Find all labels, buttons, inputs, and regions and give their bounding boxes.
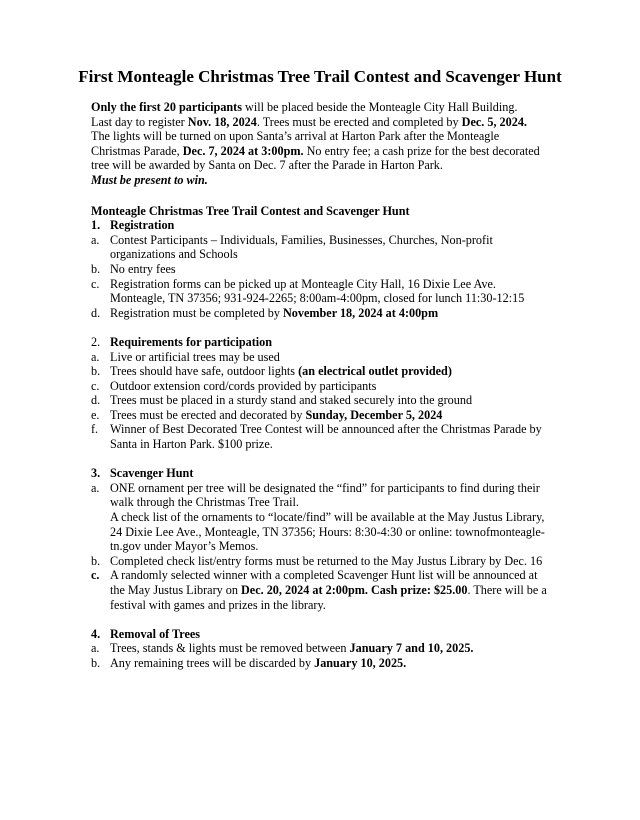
section-title-registration: 1. Registration — [91, 218, 175, 233]
list-item: c. A randomly selected winner with a completed Scavenger Hunt list will be announced at the May Justus Library on Dec. 20, 2024 at 2:00pm. Cash prize: $25.00. There will be a festival with games and prizes in the library. — [91, 568, 547, 612]
intro-line: Only the first 20 participants will be placed beside the Monteagle City Hall Building. — [91, 100, 518, 114]
register-deadline: Nov. 18, 2024 — [187, 114, 257, 129]
section-title-removal: 4. Removal of Trees — [91, 626, 201, 641]
section-number: 2. — [91, 334, 101, 349]
intro-highlight: Only the first 20 participants — [91, 100, 242, 114]
list-item: c. Outdoor extension cord/cords provided by participants — [91, 378, 377, 393]
list-item: a. Live or artificial trees may be used — [91, 349, 280, 364]
registration-deadline: November 18, 2024 at 4:00pm — [282, 305, 439, 320]
list-item: d. Trees must be placed in a sturdy stand and staked securely into the ground — [91, 393, 473, 408]
section-title-requirements: 2. Requirements for participation — [91, 334, 273, 349]
section-number: 4. — [91, 626, 101, 641]
discard-date: January 10, 2025. — [314, 655, 407, 670]
list-item: d. Registration must be completed by November 18, 2024 at 4:00pm — [91, 305, 439, 320]
requirements-list — [91, 350, 581, 452]
section-number: 3. — [91, 466, 101, 481]
list-item: b. Any remaining trees will be discarded by January 10, 2025. — [91, 655, 407, 670]
parade-date: Dec. 7, 2024 at 3:00pm. — [182, 143, 304, 158]
list-item: a. Contest Participants – Individuals, Families, Businesses, Churches, Non-profit organizations and Schools — [91, 232, 493, 262]
list-item: b. Completed check list/entry forms must be returned to the May Justus Library by Dec. 16 — [91, 553, 543, 568]
completion-deadline: Dec. 5, 2024. — [461, 114, 527, 129]
decoration-deadline: Sunday, December 5, 2024 — [305, 407, 443, 422]
scavenger-prize-date: Dec. 20, 2024 at 2:00pm. Cash prize: $25.00 — [241, 583, 468, 597]
removal-list — [91, 641, 581, 670]
document-body — [91, 100, 581, 671]
removal-window: January 7 and 10, 2025. — [349, 641, 474, 656]
list-item: a. Trees, stands & lights must be removed between January 7 and 10, 2025. — [91, 641, 474, 656]
intro-line: Last day to register Nov. 18, 2024. Trees must be erected and completed by Dec. 5, 2024. — [91, 114, 527, 129]
list-item: a. ONE ornament per tree will be designated the “find” for participants to find during their walk through the Christmas Tree Trail. A check list of the ornaments to “locate/find” will be available at the May Justus Library, 24 Dixie Lee Ave., Monteagle, TN 37356; Hours: 8:30-4:30 or online: townofmonteagle- tn.gov under Mayor’s Memos. — [91, 480, 545, 554]
section-heading: Monteagle Christmas Tree Trail Contest and Scavenger Hunt — [91, 203, 410, 218]
section-title-scavenger-hunt: 3. Scavenger Hunt — [91, 466, 194, 481]
intro-line: tree will be awarded by Santa on Dec. 7 after the Parade in Harton Park. — [91, 158, 443, 173]
scavenger-list — [91, 481, 581, 612]
list-item: e. Trees must be erected and decorated by Sunday, December 5, 2024 — [91, 407, 443, 422]
list-item: c. Registration forms can be picked up at Monteagle City Hall, 16 Dixie Lee Ave. Monteagle, TN 37356; 931-924-2265; 8:00am-4:00pm, closed for lunch 11:30-12:15 — [91, 276, 525, 306]
present-to-win-note: Must be present to win. — [91, 172, 208, 187]
list-item: b. Trees should have safe, outdoor lights (an electrical outlet provided) — [91, 364, 452, 379]
intro-paragraph — [91, 100, 581, 188]
intro-line: The lights will be turned on upon Santa’s arrival at Harton Park after the Monteagle — [91, 129, 500, 144]
registration-list — [91, 233, 581, 321]
intro-line: Christmas Parade, Dec. 7, 2024 at 3:00pm. No entry fee; a cash prize for the best decorated — [91, 143, 540, 158]
page-title: First Monteagle Christmas Tree Trail Contest and Scavenger Hunt — [78, 67, 562, 86]
section-number: 1. — [91, 218, 101, 233]
outlet-note: (an electrical outlet provided) — [298, 364, 452, 379]
list-item: f. Winner of Best Decorated Tree Contest will be announced after the Christmas Parade by Santa in Harton Park. $100 prize. — [91, 422, 542, 452]
list-item: b. No entry fees — [91, 261, 176, 276]
